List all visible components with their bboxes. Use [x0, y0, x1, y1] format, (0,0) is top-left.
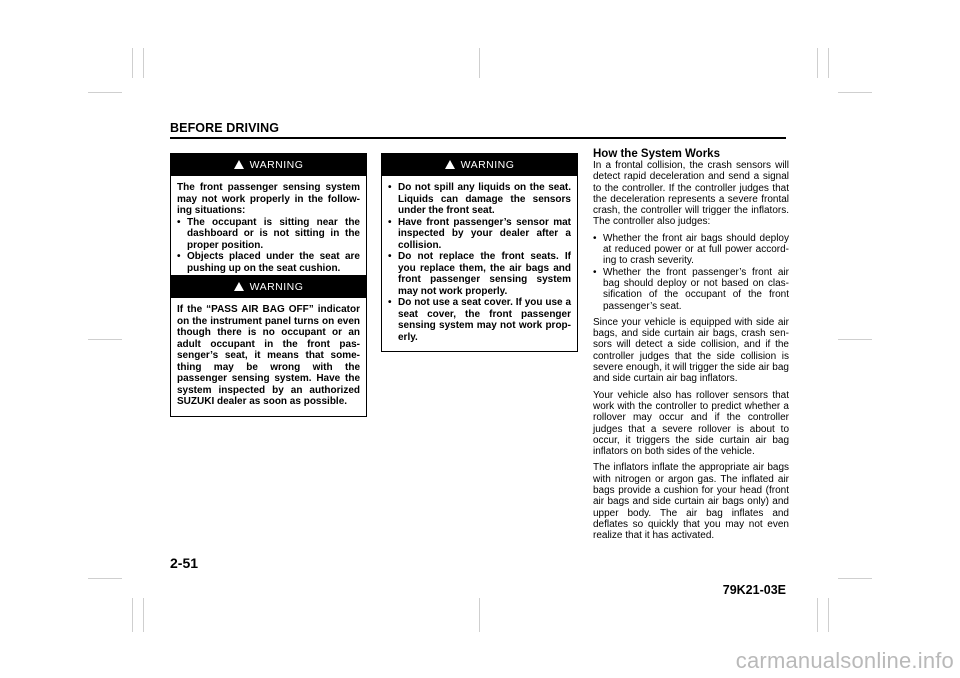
warning-bullet: • Objects placed under the seat are pushing up on the seat cushion. — [177, 251, 360, 274]
warning-text: If the “PASS AIR BAG OFF” indicator on the instrument panel turns on even though there is no occupant or an adult occupant in the front pas-senger’s seat, it means that some-thing may be wrong with the passenger sensing system. Have the system inspected by an authorized SUZUKI dealer as soon as possible. — [177, 304, 360, 407]
crop-mark — [143, 48, 144, 78]
crop-mark — [132, 598, 133, 632]
crop-mark — [838, 92, 872, 93]
warning-triangle-icon — [234, 282, 244, 291]
warning-label: WARNING — [249, 281, 304, 293]
warning-header — [171, 154, 366, 176]
section-heading: How the System Works — [593, 148, 720, 160]
crop-mark — [88, 339, 122, 340]
section-bullet: • Whether the front air bags should deploy at reduced power or at full power accord-ing to crash severity. — [593, 233, 789, 267]
warning-bullet: • Do not replace the front seats. If you replace them, the air bags and front passenger sensing system may not work properly. — [388, 251, 571, 297]
header-rule — [170, 137, 786, 139]
warning-bullet: • Do not spill any liquids on the seat. Liquids can damage the sensors under the front seat. — [388, 182, 571, 217]
crop-mark — [143, 598, 144, 632]
how-system-works-section — [593, 148, 789, 547]
warning-box-2 — [170, 275, 367, 417]
section-paragraph: Your vehicle also has rollover sensors that work with the controller to predict whether a rollover may occur and if the controller judges that a severe rollover is about to occur, it triggers the side curtain air bag inflators on both sides of the vehicle. — [593, 389, 789, 458]
document-code: 79K21-03E — [722, 583, 786, 597]
crop-mark — [838, 578, 872, 579]
crop-mark — [88, 578, 122, 579]
crop-mark — [817, 598, 818, 632]
warning-body — [171, 298, 366, 416]
crop-mark — [828, 598, 829, 632]
section-bullets — [593, 233, 789, 312]
warning-box-1 — [170, 153, 367, 283]
warning-bullets — [388, 182, 571, 343]
warning-box-3 — [381, 153, 578, 352]
warning-bullet: • Have front passenger’s sensor mat inspected by your dealer after a collision. — [388, 217, 571, 252]
watermark-text: carmanualsonline.info — [735, 648, 954, 673]
crop-mark — [828, 48, 829, 78]
warning-text: The front passenger sensing system may not work properly in the follow-ing situations: — [177, 182, 360, 216]
warning-bullet: • Do not use a seat cover. If you use a seat cover, the front passenger sensing system may not work prop-erly. — [388, 297, 571, 343]
warning-header — [171, 276, 366, 298]
crop-mark — [817, 48, 818, 78]
warning-bullets — [177, 217, 360, 275]
section-paragraph: Since your vehicle is equipped with side air bags, and side curtain air bags, crash sen-sors will detect a side collision, and if the controller judges that the side collision is severe enough, it will trigger the side air bag and side curtain air bag inflators. — [593, 316, 789, 385]
crop-mark — [838, 339, 872, 340]
crop-mark — [479, 598, 480, 632]
section-paragraph: The inflators inflate the appropriate air bags with nitrogen or argon gas. The inflated air bags provide a cushion for your head (front air bags and side curtain air bags only) and upper body. The air bag inflates and deflates so quickly that you may not even realize that it has activated. — [593, 462, 789, 542]
warning-triangle-icon — [234, 160, 244, 169]
warning-label: WARNING — [460, 159, 515, 171]
warning-bullet: • The occupant is sitting near the dashboard or is not sitting in the proper position. — [177, 217, 360, 252]
crop-mark — [479, 48, 480, 78]
crop-mark — [132, 48, 133, 78]
warning-body — [171, 176, 366, 282]
crop-mark — [88, 92, 122, 93]
warning-triangle-icon — [445, 160, 455, 169]
warning-label: WARNING — [249, 159, 304, 171]
warning-body — [382, 176, 577, 351]
page-number: 2-51 — [170, 555, 199, 571]
warning-header — [382, 154, 577, 176]
section-intro: In a frontal collision, the crash sensors will detect rapid deceleration and send a signal to the controller. If the controller judges that the deceleration represents a severe frontal crash, the controller will trigger the inflators. The controller also judges: — [593, 160, 789, 228]
section-bullet: • Whether the front passenger’s front air bag should deploy or not based on clas-sification of the occupant of the front passenger’s seat. — [593, 267, 789, 312]
section-title: BEFORE DRIVING — [170, 121, 280, 135]
